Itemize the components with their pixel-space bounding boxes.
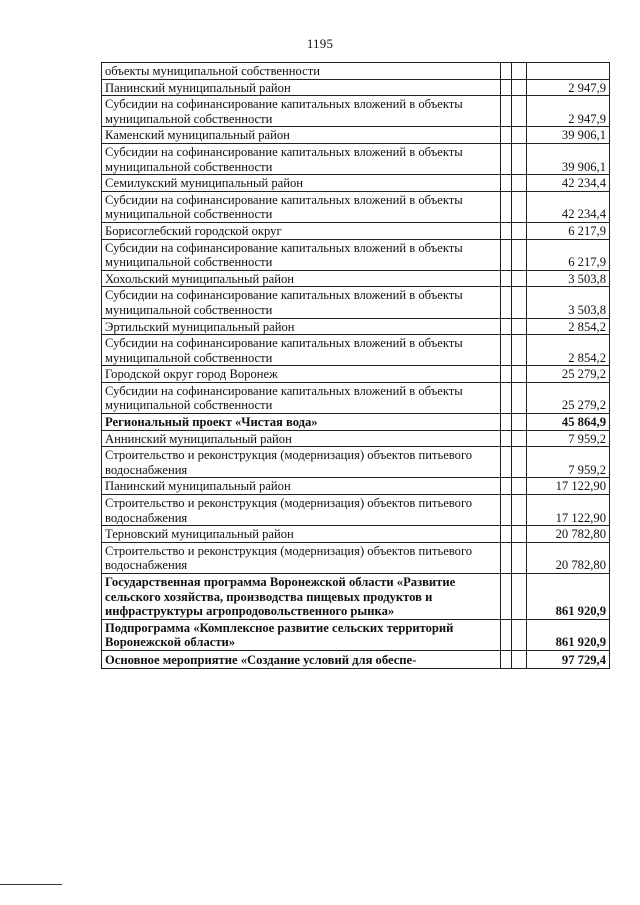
row-amount-cell: 39 906,1	[527, 127, 610, 144]
table-row	[102, 270, 610, 287]
page-number: 1195	[306, 36, 334, 51]
empty-code-cell	[512, 574, 527, 620]
row-amount-cell: 2 854,2	[527, 335, 610, 366]
empty-code-cell	[501, 526, 512, 543]
empty-code-cell	[512, 430, 527, 447]
empty-code-cell	[512, 366, 527, 383]
empty-code-cell	[501, 619, 512, 650]
row-name-cell: Борисоглебский городской округ	[102, 222, 501, 239]
table-row	[102, 127, 610, 144]
row-name-cell: Хохольский муниципальный район	[102, 270, 501, 287]
row-name-cell: Субсидии на софинансирование капитальных вложений в объекты муниципальной собственности	[102, 191, 501, 222]
row-amount-cell: 861 920,9	[527, 619, 610, 650]
empty-code-cell	[501, 239, 512, 270]
table-row	[102, 335, 610, 366]
budget-table	[101, 62, 610, 669]
empty-code-cell	[512, 335, 527, 366]
empty-code-cell	[501, 96, 512, 127]
empty-code-cell	[501, 318, 512, 335]
row-amount-cell: 39 906,1	[527, 143, 610, 174]
budget-table-body	[102, 63, 610, 669]
empty-code-cell	[512, 127, 527, 144]
row-amount-cell: 20 782,80	[527, 526, 610, 543]
row-name-cell: Основное мероприятие «Создание условий для обеспе-	[102, 650, 501, 668]
empty-code-cell	[501, 414, 512, 431]
empty-code-cell	[501, 366, 512, 383]
empty-code-cell	[501, 495, 512, 526]
table-row	[102, 318, 610, 335]
table-row	[102, 526, 610, 543]
row-amount-cell: 42 234,4	[527, 191, 610, 222]
table-row	[102, 366, 610, 383]
table-row	[102, 574, 610, 620]
row-name-cell: Субсидии на софинансирование капитальных вложений в объекты муниципальной собственности	[102, 239, 501, 270]
row-name-cell: Панинский муниципальный район	[102, 79, 501, 96]
row-amount-cell: 45 864,9	[527, 414, 610, 431]
row-amount-cell: 3 503,8	[527, 270, 610, 287]
empty-code-cell	[501, 143, 512, 174]
table-row	[102, 430, 610, 447]
row-amount-cell: 6 217,9	[527, 239, 610, 270]
empty-code-cell	[501, 79, 512, 96]
row-name-cell: Городской округ город Воронеж	[102, 366, 501, 383]
empty-code-cell	[501, 175, 512, 192]
footnote-rule	[0, 884, 62, 885]
empty-code-cell	[512, 318, 527, 335]
table-row	[102, 239, 610, 270]
row-name-cell: Субсидии на софинансирование капитальных вложений в объекты муниципальной собственности	[102, 335, 501, 366]
row-name-cell: Строительство и реконструкция (модернизация) объектов питьевого водоснабжения	[102, 495, 501, 526]
row-name-cell: Субсидии на софинансирование капитальных вложений в объекты муниципальной собственности	[102, 382, 501, 413]
empty-code-cell	[512, 414, 527, 431]
table-row	[102, 63, 610, 80]
row-name-cell: Субсидии на софинансирование капитальных вложений в объекты муниципальной собственности	[102, 96, 501, 127]
empty-code-cell	[512, 239, 527, 270]
row-amount-cell: 25 279,2	[527, 382, 610, 413]
empty-code-cell	[512, 382, 527, 413]
table-row	[102, 650, 610, 668]
row-amount-cell: 2 854,2	[527, 318, 610, 335]
row-name-cell: Региональный проект «Чистая вода»	[102, 414, 501, 431]
row-amount-cell: 2 947,9	[527, 79, 610, 96]
empty-code-cell	[512, 619, 527, 650]
row-amount-cell: 97 729,4	[527, 650, 610, 668]
empty-code-cell	[512, 143, 527, 174]
empty-code-cell	[512, 222, 527, 239]
empty-code-cell	[501, 382, 512, 413]
empty-code-cell	[501, 447, 512, 478]
table-row	[102, 96, 610, 127]
row-amount-cell: 17 122,90	[527, 478, 610, 495]
empty-code-cell	[512, 495, 527, 526]
empty-code-cell	[501, 650, 512, 668]
row-amount-cell: 17 122,90	[527, 495, 610, 526]
empty-code-cell	[512, 542, 527, 573]
empty-code-cell	[512, 79, 527, 96]
empty-code-cell	[501, 270, 512, 287]
table-row	[102, 222, 610, 239]
empty-code-cell	[501, 127, 512, 144]
table-row	[102, 495, 610, 526]
row-name-cell: Субсидии на софинансирование капитальных вложений в объекты муниципальной собственности	[102, 287, 501, 318]
row-name-cell: Подпрограмма «Комплексное развитие сельских территорий Воронежской области»	[102, 619, 501, 650]
empty-code-cell	[512, 63, 527, 80]
table-row	[102, 79, 610, 96]
row-amount-cell: 25 279,2	[527, 366, 610, 383]
row-amount-cell: 20 782,80	[527, 542, 610, 573]
empty-code-cell	[501, 287, 512, 318]
row-name-cell: объекты муниципальной собственности	[102, 63, 501, 80]
row-amount-cell	[527, 63, 610, 80]
empty-code-cell	[501, 222, 512, 239]
row-name-cell: Строительство и реконструкция (модернизация) объектов питьевого водоснабжения	[102, 542, 501, 573]
row-amount-cell: 3 503,8	[527, 287, 610, 318]
empty-code-cell	[512, 287, 527, 318]
table-row	[102, 191, 610, 222]
row-amount-cell: 42 234,4	[527, 175, 610, 192]
empty-code-cell	[512, 650, 527, 668]
table-row	[102, 382, 610, 413]
empty-code-cell	[512, 447, 527, 478]
empty-code-cell	[501, 574, 512, 620]
empty-code-cell	[512, 175, 527, 192]
row-amount-cell: 861 920,9	[527, 574, 610, 620]
row-name-cell: Строительство и реконструкция (модернизация) объектов питьевого водоснабжения	[102, 447, 501, 478]
row-amount-cell: 6 217,9	[527, 222, 610, 239]
table-row	[102, 143, 610, 174]
empty-code-cell	[512, 526, 527, 543]
table-row	[102, 447, 610, 478]
row-name-cell: Субсидии на софинансирование капитальных вложений в объекты муниципальной собственности	[102, 143, 501, 174]
row-name-cell: Каменский муниципальный район	[102, 127, 501, 144]
row-name-cell: Панинский муниципальный район	[102, 478, 501, 495]
table-row	[102, 287, 610, 318]
row-name-cell: Государственная программа Воронежской области «Развитие сельского хозяйства, производства пищевых продуктов и инфраструктуры агропродовольственного рынка»	[102, 574, 501, 620]
empty-code-cell	[512, 270, 527, 287]
empty-code-cell	[512, 191, 527, 222]
empty-code-cell	[501, 335, 512, 366]
row-amount-cell: 7 959,2	[527, 430, 610, 447]
table-row	[102, 619, 610, 650]
empty-code-cell	[512, 478, 527, 495]
table-row	[102, 478, 610, 495]
empty-code-cell	[501, 191, 512, 222]
empty-code-cell	[501, 430, 512, 447]
row-name-cell: Аннинский муниципальный район	[102, 430, 501, 447]
empty-code-cell	[512, 96, 527, 127]
row-name-cell: Терновский муниципальный район	[102, 526, 501, 543]
table-row	[102, 414, 610, 431]
row-name-cell: Семилукский муниципальный район	[102, 175, 501, 192]
table-row	[102, 542, 610, 573]
table-row	[102, 175, 610, 192]
row-amount-cell: 2 947,9	[527, 96, 610, 127]
empty-code-cell	[501, 63, 512, 80]
row-amount-cell: 7 959,2	[527, 447, 610, 478]
empty-code-cell	[501, 542, 512, 573]
row-name-cell: Эртильский муниципальный район	[102, 318, 501, 335]
empty-code-cell	[501, 478, 512, 495]
